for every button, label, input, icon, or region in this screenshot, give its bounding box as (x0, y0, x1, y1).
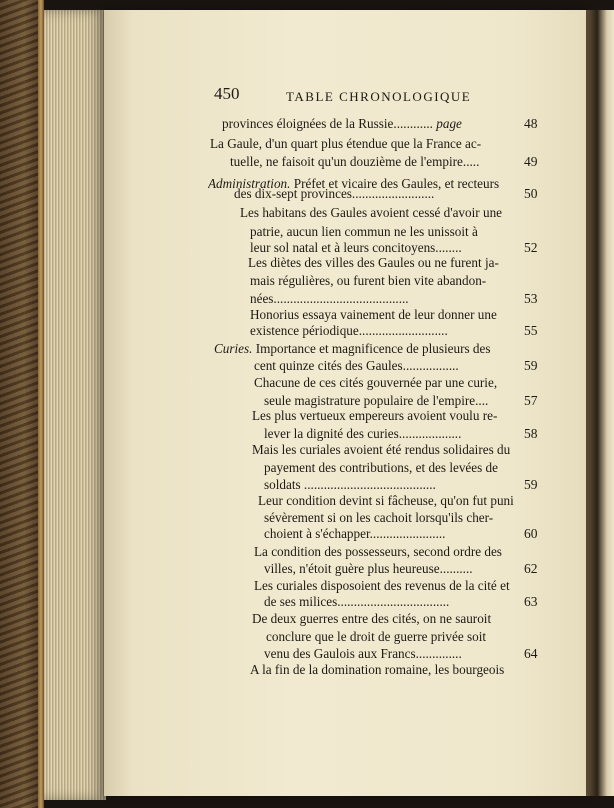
section-heading: Curies. (214, 341, 253, 356)
page-label: page (432, 116, 462, 131)
entry-text: des dix-sept provinces......................... (234, 186, 435, 201)
entry-text: soldats ........................................ (264, 477, 436, 492)
entry-text: De deux guerres entre des cités, on ne sauroit (252, 611, 492, 626)
toc-entry (264, 646, 514, 662)
toc-entry (222, 116, 514, 132)
entry-page-number: 53 (524, 291, 538, 306)
entry-page-number: 62 (524, 561, 538, 576)
toc-entry (250, 224, 514, 240)
toc-entry (214, 341, 514, 357)
entry-text: lever la dignité des curies................... (264, 426, 462, 441)
toc-entry (252, 611, 514, 627)
toc-entry (254, 358, 514, 374)
entry-text: cent quinze cités des Gaules................. (254, 358, 459, 373)
toc-entry (264, 594, 514, 610)
entry-page-number: 59 (524, 358, 538, 373)
entry-text: venu des Gaulois aux Francs.............. (264, 646, 462, 661)
running-header (214, 86, 240, 103)
page-number: 450 (214, 84, 240, 103)
toc-entry (252, 408, 514, 424)
entry-text: A la fin de la domination romaine, les bourgeois (250, 662, 505, 677)
entry-text: Les plus vertueux empereurs avoient voulu re- (252, 408, 498, 423)
entry-page-number: 57 (524, 393, 538, 408)
entry-page-number: 59 (524, 477, 538, 492)
toc-entry (264, 393, 514, 409)
toc-entry (250, 240, 514, 256)
entry-text: nées......................................... (250, 291, 409, 306)
toc-entry (248, 255, 514, 271)
toc-entry (266, 629, 514, 645)
toc-entry (250, 291, 514, 307)
toc-entry (254, 544, 514, 560)
entry-text: Leur condition devint si fâcheuse, qu'on fut puni (258, 493, 514, 508)
toc-entry (210, 136, 514, 152)
section-heading: Administration. (208, 176, 291, 191)
entry-text: seule magistrature populaire de l'empire.... (264, 393, 489, 408)
entry-text: provinces éloignées de la Russie............ (222, 116, 433, 131)
entry-text: Les curiales disposoient des revenus de la cité et (254, 578, 510, 593)
entry-text: conclure que le droit de guerre privée soit (266, 629, 487, 644)
toc-entry (258, 493, 514, 509)
entry-page-number: 60 (524, 526, 538, 541)
book-cover (0, 0, 40, 808)
toc-entry (252, 442, 514, 458)
entry-text: La condition des possesseurs, second ordre des (254, 544, 502, 559)
toc-entry (254, 578, 514, 594)
entry-text: villes, n'étoit guère plus heureuse.......... (264, 561, 473, 576)
entry-text: mais régulières, ou furent bien vite abandon- (250, 273, 487, 288)
entry-page-number: 55 (524, 323, 538, 338)
entry-text: de ses milices.................................. (264, 594, 450, 609)
toc-entry (264, 460, 514, 476)
toc-entry (264, 510, 514, 526)
entry-page-number: 50 (524, 186, 538, 201)
entry-text: leur sol natal et à leurs concitoyens........ (250, 240, 462, 255)
toc-entry (264, 477, 514, 493)
toc-entry (250, 273, 514, 289)
page-title: TABLE CHRONOLOGIQUE (286, 89, 472, 104)
entry-text: Les habitans des Gaules avoient cessé d'avoir une (240, 205, 503, 220)
entry-page-number: 58 (524, 426, 538, 441)
entry-text: Chacune de ces cités gouvernée par une curie, (254, 375, 498, 390)
toc-entry (250, 662, 514, 678)
entry-page-number: 49 (524, 154, 538, 169)
entry-text: choient à s'échapper....................... (264, 526, 446, 541)
running-header-title-line (286, 89, 471, 105)
entry-text: Mais les curiales avoient été rendus solidaires du (252, 442, 511, 457)
entry-text: La Gaule, d'un quart plus étendue que la France ac- (210, 136, 482, 151)
toc-entry (234, 186, 514, 202)
page-block-edge (44, 10, 106, 800)
toc-entry (250, 323, 514, 339)
entry-page-number: 64 (524, 646, 538, 661)
toc-entry (240, 205, 514, 221)
toc-entry (264, 526, 514, 542)
entry-text: Les diètes des villes des Gaules ou ne furent ja- (248, 255, 499, 270)
toc-entry (254, 375, 514, 391)
toc-entry (230, 154, 514, 170)
toc-entry (250, 307, 514, 323)
entry-text: Préfet et vicaire des Gaules, et recteurs (290, 176, 500, 191)
entry-text: existence périodique........................... (250, 323, 448, 338)
entry-text: Importance et magnificence de plusieurs des (252, 341, 491, 356)
entry-text: sévèrement si on les cachoit lorsqu'ils cher- (264, 510, 494, 525)
toc-entry (264, 561, 514, 577)
entry-page-number: 52 (524, 240, 538, 255)
book-page (104, 10, 586, 796)
entry-text: tuelle, ne faisoit qu'un douzième de l'empire..... (230, 154, 480, 169)
entry-page-number: 48 (524, 116, 538, 131)
entry-text: patrie, aucun lien commun ne les unissoit à (250, 224, 478, 239)
entry-page-number: 63 (524, 594, 538, 609)
entry-text: payement des contributions, et des levées de (264, 460, 499, 475)
entry-text: Honorius essaya vainement de leur donner une (250, 307, 497, 322)
toc-entry (264, 426, 514, 442)
gutter (586, 10, 614, 796)
